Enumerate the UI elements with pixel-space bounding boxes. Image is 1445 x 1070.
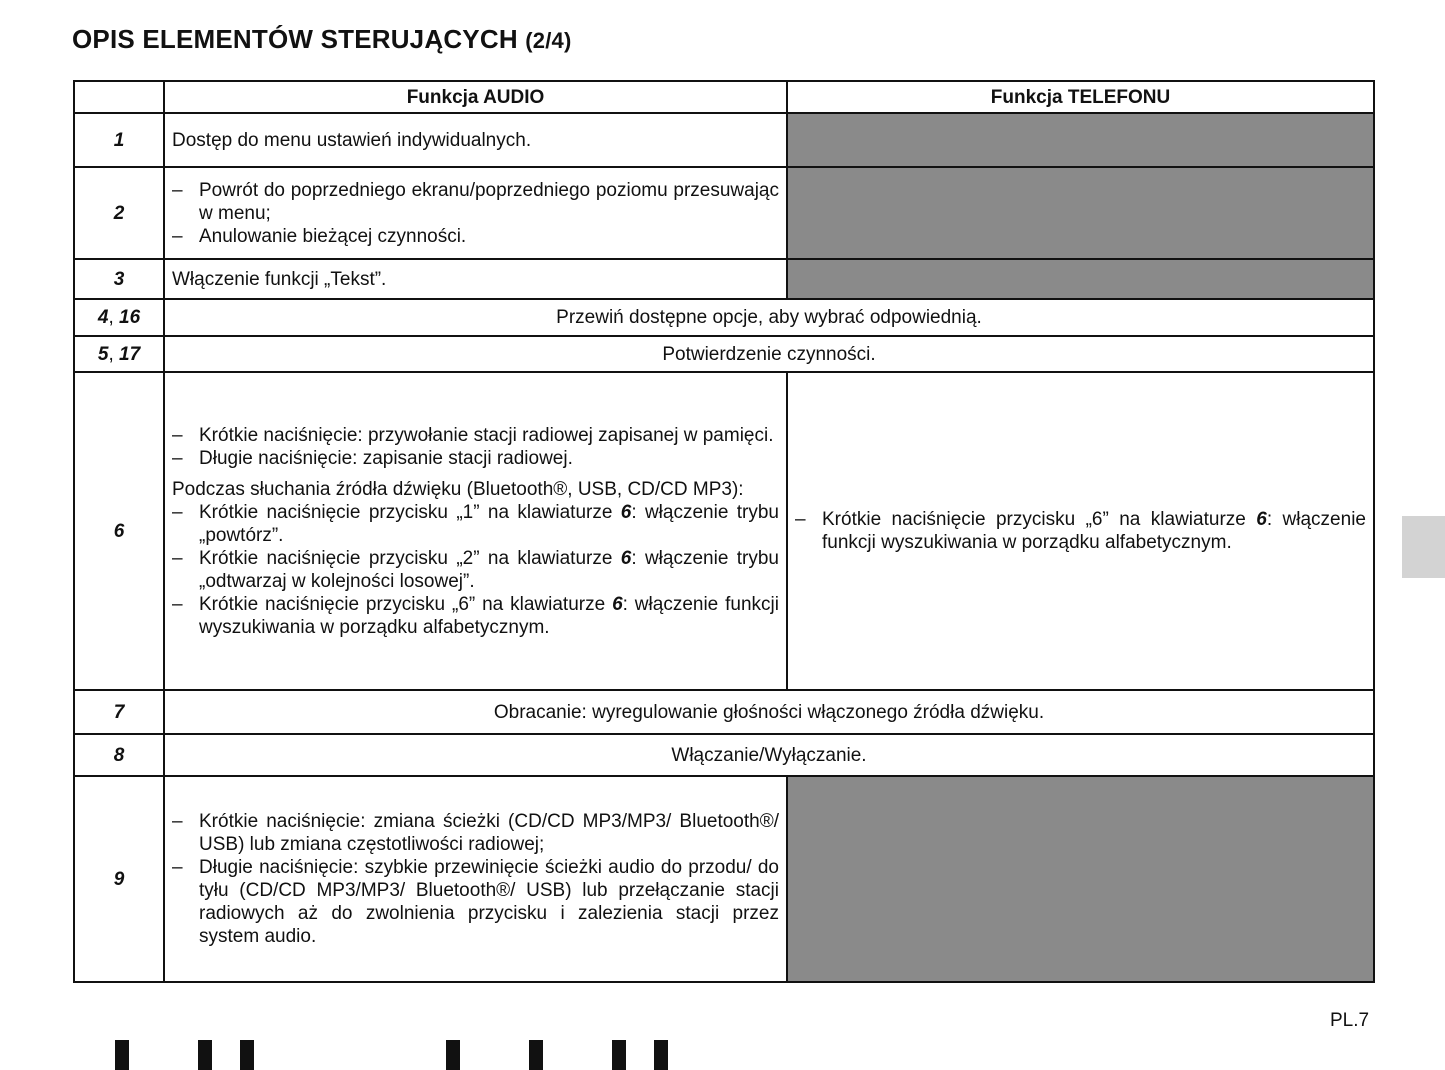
shared-cell: Obracanie: wyregulowanie głośności włączonego źródła dźwięku. (164, 690, 1374, 734)
row-number-b: 16 (119, 307, 141, 328)
list-item: – Anulowanie bieżącej czynności. (172, 225, 779, 248)
list-item: – Krótkie naciśnięcie: zmiana ścieżki (CD/CD MP3/MP3/ Bluetooth®/ USB) lub zmiana częstotliwości radiowej; (172, 810, 779, 856)
page-title-text: OPIS ELEMENTÓW STERUJĄCYCH (72, 24, 518, 54)
page-number: PL.7 (1330, 1010, 1370, 1031)
table-row (74, 734, 1374, 776)
controls-table (73, 80, 1375, 983)
table-row (74, 372, 1374, 690)
phone-cell-empty (787, 113, 1374, 167)
row-number: 5, 17 (74, 336, 164, 372)
table-row (74, 113, 1374, 167)
row-number-a: 5 (97, 343, 109, 365)
list-item: – Krótkie naciśnięcie przycisku „1” na klawiaturze 6: włączenie trybu „powtórz”. (172, 501, 779, 547)
table-row (74, 259, 1374, 299)
list-item: – Krótkie naciśnięcie: przywołanie stacji radiowej zapisanej w pamięci. (172, 424, 779, 447)
list-item: – Krótkie naciśnięcie przycisku „2” na klawiaturze 6: włączenie trybu „odtwarzaj w kolejności losowej”. (172, 547, 779, 593)
list-item: – Długie naciśnięcie: zapisanie stacji radiowej. (172, 447, 779, 470)
crop-mark (529, 1040, 543, 1070)
table-row (74, 690, 1374, 734)
table-row (74, 299, 1374, 336)
row-number: 2 (74, 167, 164, 259)
page-title (72, 24, 571, 55)
row-number: 4, 16 (74, 299, 164, 336)
list-item: – Krótkie naciśnięcie przycisku „6” na klawiaturze 6: włączenie funkcji wyszukiwania w porządku alfabetycznym. (172, 593, 779, 639)
list-item: – Powrót do poprzedniego ekranu/poprzedniego poziomu przesuwając w menu; (172, 179, 779, 225)
page-title-part: (2/4) (525, 28, 572, 53)
crop-mark (198, 1040, 212, 1070)
row-number: 1 (74, 113, 164, 167)
audio-cell: Włączenie funkcji „Tekst”. (164, 259, 787, 299)
audio-cell (164, 167, 787, 259)
phone-cell-empty (787, 259, 1374, 299)
row-number-a: 4 (97, 307, 109, 328)
header-audio: Funkcja AUDIO (164, 81, 787, 113)
header-phone: Funkcja TELEFONU (787, 81, 1374, 113)
table-row (74, 167, 1374, 259)
side-tab-marker (1402, 516, 1445, 578)
table-row (74, 336, 1374, 372)
audio-cell: Dostęp do menu ustawień indywidualnych. (164, 113, 787, 167)
audio-cell (164, 776, 787, 982)
list-item: – Krótkie naciśnięcie przycisku „6” na klawiaturze 6: włączenie funkcji wyszukiwania w porządku alfabetycznym. (795, 508, 1366, 554)
phone-cell (787, 372, 1374, 690)
row-number: 8 (74, 734, 164, 776)
row-number-b: 17 (119, 343, 141, 365)
header-num-cell (74, 81, 164, 113)
row-number: 7 (74, 690, 164, 734)
crop-mark (612, 1040, 626, 1070)
crop-mark (654, 1040, 668, 1070)
shared-cell: Włączanie/Wyłączanie. (164, 734, 1374, 776)
phone-cell-empty (787, 776, 1374, 982)
crop-mark (240, 1040, 254, 1070)
crop-mark (446, 1040, 460, 1070)
row-number: 6 (74, 372, 164, 690)
phone-cell-empty (787, 167, 1374, 259)
audio-lead-text: Podczas słuchania źródła dźwięku (Bluetooth®, USB, CD/CD MP3): (172, 478, 744, 500)
shared-cell: Przewiń dostępne opcje, aby wybrać odpowiednią. (164, 299, 1374, 336)
row-number: 9 (74, 776, 164, 982)
table-header-row (74, 81, 1374, 113)
row-number: 3 (74, 259, 164, 299)
crop-mark (115, 1040, 129, 1070)
audio-cell (164, 372, 787, 690)
shared-cell: Potwierdzenie czynności. (164, 336, 1374, 372)
list-item: – Długie naciśnięcie: szybkie przewinięcie ścieżki audio do przodu/ do tyłu (CD/CD MP3/MP3/ Bluetooth®/ USB) lub przełączanie stacji radiowych aż do zwolnienia przycisku i zalezienia stacji przez system audio. (172, 856, 779, 948)
table-row (74, 776, 1374, 982)
